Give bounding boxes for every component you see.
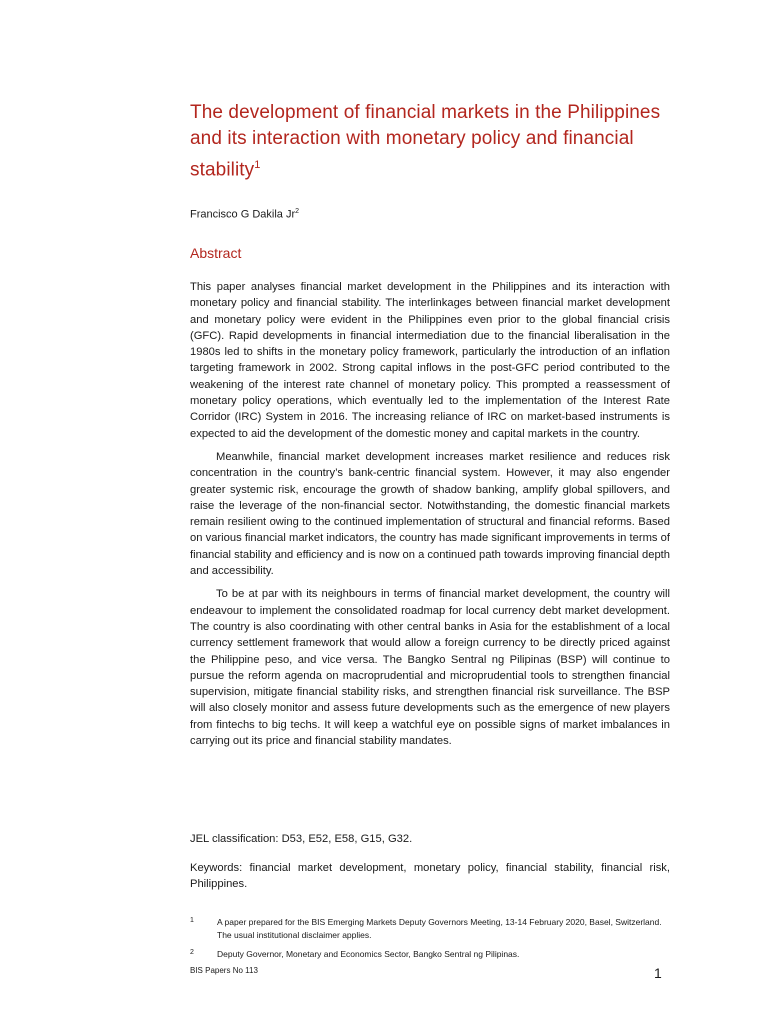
footnote-text: Deputy Governor, Monetary and Economics Sector, Bangko Sentral ng Pilipinas. xyxy=(217,949,520,959)
author-line: Francisco G Dakila Jr$^2$ xyxy=(190,208,300,221)
paper-title: The development of financial markets in the Philippines and its interaction with monetary policy and financial stability$^1$ xyxy=(190,102,661,181)
keywords: Keywords: financial market development, monetary policy, financial stability, financial risk, Philippines. xyxy=(190,862,670,891)
footnote-number: 2 xyxy=(190,949,194,956)
page-number: 1 xyxy=(654,965,662,981)
footnote-text: A paper prepared for the BIS Emerging Markets Deputy Governors Meeting, 13-14 February 2020, Basel, Switzerland. The usual institutional disclaimer applies. xyxy=(217,917,662,940)
footnote-1 xyxy=(190,916,670,942)
abstract-heading: Abstract xyxy=(190,245,242,261)
jel-classification: JEL classification: D53, E52, E58, G15, G32. xyxy=(190,833,413,845)
title-footnote-marker: 1 xyxy=(254,159,261,171)
abstract-body xyxy=(190,279,670,756)
abstract-paragraph-1: This paper analyses financial market development in the Philippines and its interaction with monetary policy and financial stability. The interlinkages between financial market development and monetary policy were evident in the Philippines even prior to the global financial crisis (GFC). Rapid developments in financial intermediation due to the financial liberalisation in the 1980s led to shifts in the monetary policy framework, particularly the introduction of an inflation targeting framework in 2002. Strong capital inflows in the post-GFC period contributed to the weakening of the interest rate channel of monetary policy. This prompted a reassessment of monetary policy operations, which eventually led to the implementation of the Interest Rate Corridor (IRC) System in 2016. The increasing reliance of IRC on market-based instruments is expected to aid the development of the domestic money and capital markets in the country. xyxy=(190,281,670,440)
abstract-paragraph-2: Meanwhile, financial market development increases market resilience and reduces risk concentration in the country’s bank-centric financial system. However, it may also engender greater systemic risk, encourage the growth of shadow banking, amplify global spillovers, and raise the leverage of the non-financial sector. Notwithstanding, the domestic financial markets remain resilient owing to the continued implementation of structural and financial reforms. Based on various financial market indicators, the country has made significant improvements in terms of financial stability and efficiency and is now on a continued path towards improving financial depth and accessibility. xyxy=(190,450,670,578)
page-footer: BIS Papers No 113 xyxy=(190,966,258,975)
author-footnote-marker: 2 xyxy=(295,208,300,215)
footnote-number: 1 xyxy=(190,917,194,924)
abstract-paragraph-3: To be at par with its neighbours in terms of financial market development, the country will endeavour to implement the consolidated roadmap for local currency debt market development. The country is also coordinating with other central banks in Asia for the establishment of a local currency settlement framework that would allow a foreign currency to be directly priced against the Philippine peso, and vice versa. The Bangko Sentral ng Pilipinas (BSP) will continue to pursue the reform agenda on macroprudential and microprudential tools to strengthen financial supervision, mitigate financial stability risks, and strengthen financial risk surveillance. The BSP will also closely monitor and assess future developments such as the emergence of new players from fintechs to big techs. It will keep a watchful eye on possible signs of market imbalances in carrying out its price and financial stability mandates. xyxy=(190,588,670,748)
footnote-2 xyxy=(190,948,670,961)
